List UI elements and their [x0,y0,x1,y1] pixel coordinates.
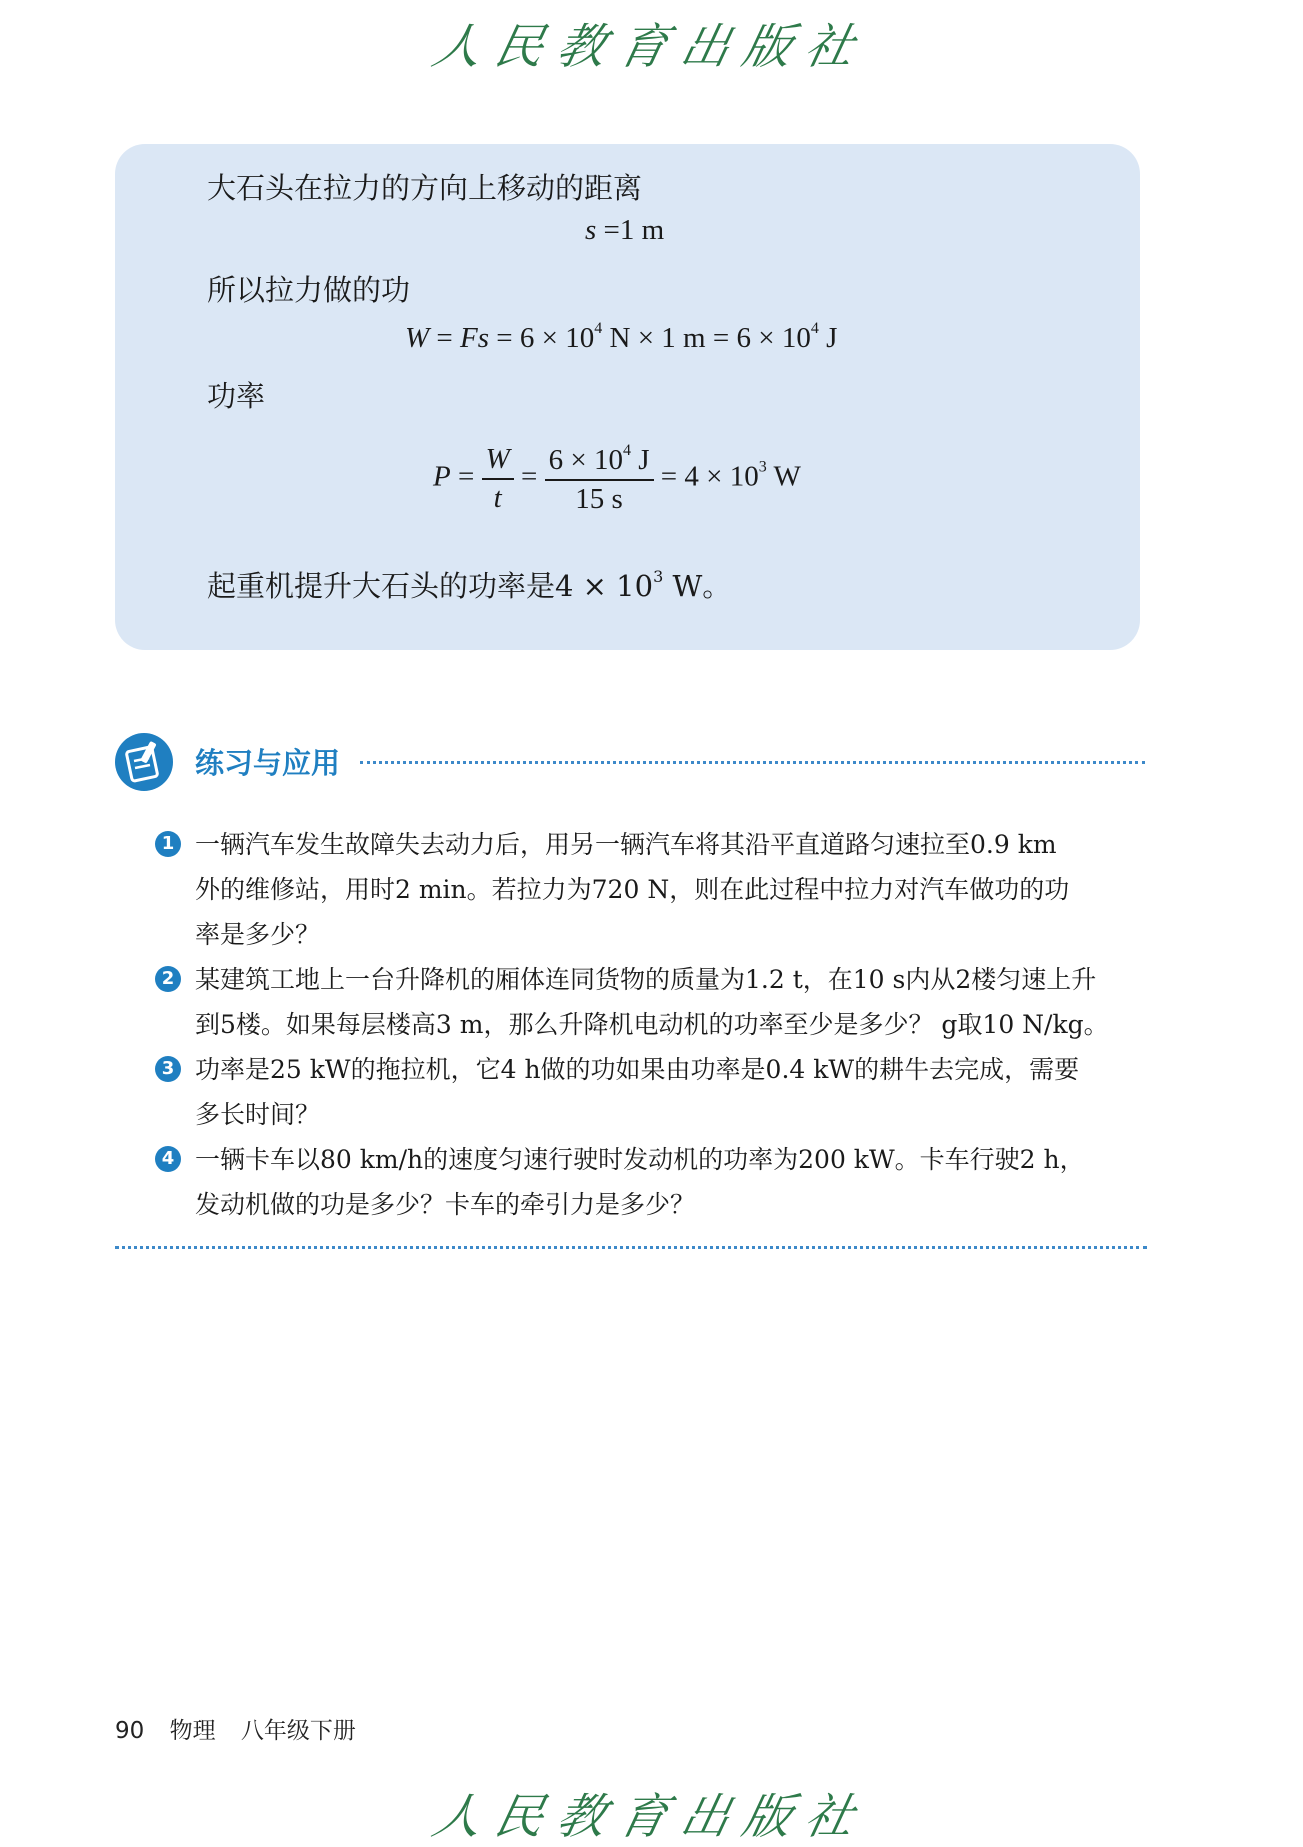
publisher-watermark-top: 人民教育出版社 [427,19,874,75]
page-number: 90 [115,1718,145,1744]
equation-work: $W = Fs = 6 \times 10^4$ N × 1 $m = 6 \times 10^4$ J [405,320,838,354]
clipboard-pencil-icon [115,733,173,791]
question-number-badge: 4 [155,1146,181,1172]
page-footer [115,1712,374,1745]
question-number-badge: 2 [155,966,181,992]
heading-dotted-rule [360,761,1145,764]
question-number-badge: 1 [155,831,181,857]
example-line: 大石头在拉力的方向上移动的距离 [207,171,643,205]
grade-volume: 八年级下册 [240,1718,356,1744]
example-line: 所以拉力做的功 [207,273,411,307]
exercise-title: 练习与应用 [195,746,341,780]
fraction-w-over-t: $\frac{W}{t}$ [482,443,514,515]
subject-name: 物理 [169,1718,216,1744]
example-solution-box [115,144,1140,650]
section-bottom-dotted-rule [115,1246,1147,1249]
publisher-watermark-bottom: 人民教育出版社 [427,1789,874,1845]
example-conclusion: 起重机提升大石头的功率是$4 \times 10^3$ W。 [207,567,732,603]
equation-power: P = $\frac{W}{t}$ = $\frac{6 \times 10^4 J}{15 s}$ = $4 \times 10^3$ W [433,442,801,515]
fraction-work-over-time: $\frac{6 \times 10^4 J}{15 s}$ [545,442,654,516]
equation-distance: s =1 m [585,214,665,246]
question-number-badge: 3 [155,1056,181,1082]
exercise-heading [115,733,1145,793]
example-line: 功率 [207,379,266,413]
